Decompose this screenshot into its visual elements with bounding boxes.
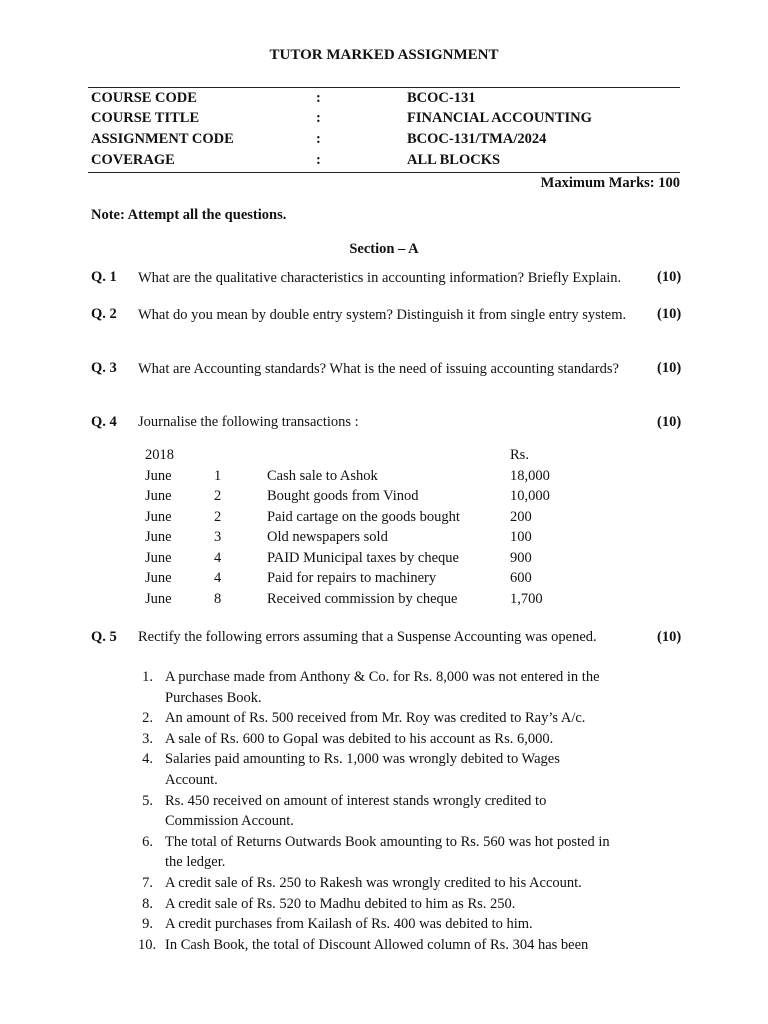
course-title-colon: : xyxy=(316,110,321,126)
list-item-text: Account. xyxy=(165,771,218,788)
transaction-description: Received commission by cheque xyxy=(267,591,458,607)
question-marks: (10) xyxy=(657,414,682,430)
note: Note: Attempt all the questions. xyxy=(91,207,287,223)
question-text: What are the qualitative characteristics in accounting information? Briefly Explain. xyxy=(138,270,622,286)
maximum-marks: Maximum Marks: 100 xyxy=(540,175,680,191)
transactions-currency: Rs. xyxy=(510,447,529,463)
list-item-number: 9. xyxy=(142,916,153,933)
list-item-number: 10. xyxy=(138,936,157,953)
question-text: Rectify the following errors assuming that a Suspense Accounting was opened. xyxy=(138,629,597,645)
question-number: Q. 2 xyxy=(91,306,117,322)
assignment-code-value: BCOC-131/TMA/2024 xyxy=(407,131,547,147)
transaction-amount: 200 xyxy=(510,509,532,525)
transaction-description: Paid for repairs to machinery xyxy=(267,570,437,586)
course-code-label: COURSE CODE xyxy=(91,90,197,106)
transaction-amount: 18,000 xyxy=(510,468,550,484)
transaction-month: June xyxy=(145,468,172,484)
transaction-amount: 10,000 xyxy=(510,488,550,504)
list-item xyxy=(138,749,678,790)
list-item xyxy=(138,667,678,708)
transaction-month: June xyxy=(145,591,172,607)
list-item xyxy=(138,729,678,750)
list-item-text: Rs. 450 received on amount of interest stands wrongly credited to xyxy=(165,792,547,809)
transaction-month: June xyxy=(145,550,172,566)
coverage-value: ALL BLOCKS xyxy=(407,152,501,168)
transaction-day: 1 xyxy=(214,468,222,484)
list-item xyxy=(138,832,678,873)
question-number: Q. 1 xyxy=(91,269,117,285)
list-item-number: 3. xyxy=(142,730,153,747)
transactions-year: 2018 xyxy=(145,447,174,463)
transaction-day: 3 xyxy=(214,529,222,545)
question-text: What are Accounting standards? What is the need of issuing accounting standards? xyxy=(138,361,619,377)
question-marks: (10) xyxy=(657,269,682,285)
question-marks: (10) xyxy=(657,306,682,322)
list-item-text: In Cash Book, the total of Discount Allowed column of Rs. 304 has been xyxy=(165,936,589,953)
list-item-number: 5. xyxy=(142,792,153,809)
course-title-value: FINANCIAL ACCOUNTING xyxy=(407,110,592,126)
list-item xyxy=(138,873,678,894)
assignment-code-colon: : xyxy=(316,131,321,147)
coverage-colon: : xyxy=(316,152,321,168)
transaction-day: 2 xyxy=(214,509,222,525)
transaction-description: Old newspapers sold xyxy=(267,529,388,545)
transaction-day: 4 xyxy=(214,570,222,586)
list-item-text: A credit purchases from Kailash of Rs. 400 was debited to him. xyxy=(165,916,533,933)
transaction-month: June xyxy=(145,529,172,545)
transaction-description: Cash sale to Ashok xyxy=(267,468,378,484)
top-divider xyxy=(88,87,680,88)
list-item-text: the ledger. xyxy=(165,854,226,871)
transaction-day: 2 xyxy=(214,488,222,504)
transaction-description: PAID Municipal taxes by cheque xyxy=(267,550,459,566)
course-title-label: COURSE TITLE xyxy=(91,110,200,126)
transaction-day: 4 xyxy=(214,550,222,566)
list-item-text: The total of Returns Outwards Book amounting to Rs. 560 was hot posted in xyxy=(165,833,610,850)
transaction-description: Paid cartage on the goods bought xyxy=(267,509,460,525)
list-item-number: 2. xyxy=(142,710,153,727)
transaction-month: June xyxy=(145,570,172,586)
question-text: Journalise the following transactions : xyxy=(138,414,359,430)
question-marks: (10) xyxy=(657,360,682,376)
list-item-text: Commission Account. xyxy=(165,813,294,830)
transaction-amount: 100 xyxy=(510,529,532,545)
course-code-colon: : xyxy=(316,90,321,106)
list-item-text: A credit sale of Rs. 520 to Madhu debited to him as Rs. 250. xyxy=(165,895,516,912)
transaction-month: June xyxy=(145,488,172,504)
section-heading: Section – A xyxy=(349,241,419,257)
question-number: Q. 5 xyxy=(91,629,117,645)
list-item-text: Salaries paid amounting to Rs. 1,000 was wrongly debited to Wages xyxy=(165,751,560,768)
list-item-text: A sale of Rs. 600 to Gopal was debited to his account as Rs. 6,000. xyxy=(165,730,554,747)
assignment-code-label: ASSIGNMENT CODE xyxy=(91,131,234,147)
list-item-number: 7. xyxy=(142,874,153,891)
list-item-text: A credit sale of Rs. 250 to Rakesh was wrongly credited to his Account. xyxy=(165,874,582,891)
list-item-text: Purchases Book. xyxy=(165,689,262,706)
list-item xyxy=(138,935,678,956)
list-item-number: 1. xyxy=(142,669,153,685)
coverage-label: COVERAGE xyxy=(91,152,175,168)
bottom-divider xyxy=(88,172,680,173)
list-item xyxy=(138,914,678,935)
list-item-number: 6. xyxy=(142,833,153,850)
question-marks: (10) xyxy=(657,629,682,645)
list-item-number: 4. xyxy=(142,751,153,768)
list-item xyxy=(138,894,678,915)
transaction-amount: 600 xyxy=(510,570,532,586)
list-item-text: An amount of Rs. 500 received from Mr. Roy was credited to Ray’s A/c. xyxy=(165,710,586,727)
list-item-number: 8. xyxy=(142,895,153,912)
question-number: Q. 4 xyxy=(91,414,117,430)
transaction-month: June xyxy=(145,509,172,525)
list-item xyxy=(138,791,678,832)
transaction-amount: 900 xyxy=(510,550,532,566)
page-title: TUTOR MARKED ASSIGNMENT xyxy=(269,47,499,63)
list-item-text: A purchase made from Anthony & Co. for Rs. 8,000 was not entered in the xyxy=(165,669,600,685)
question-number: Q. 3 xyxy=(91,360,117,376)
course-code-value: BCOC-131 xyxy=(407,90,476,106)
transaction-day: 8 xyxy=(214,591,222,607)
transaction-description: Bought goods from Vinod xyxy=(267,488,419,504)
list-item xyxy=(138,708,678,729)
errors-list xyxy=(138,667,678,955)
question-text: What do you mean by double entry system? Distinguish it from single entry system. xyxy=(138,307,627,323)
transaction-amount: 1,700 xyxy=(510,591,543,607)
